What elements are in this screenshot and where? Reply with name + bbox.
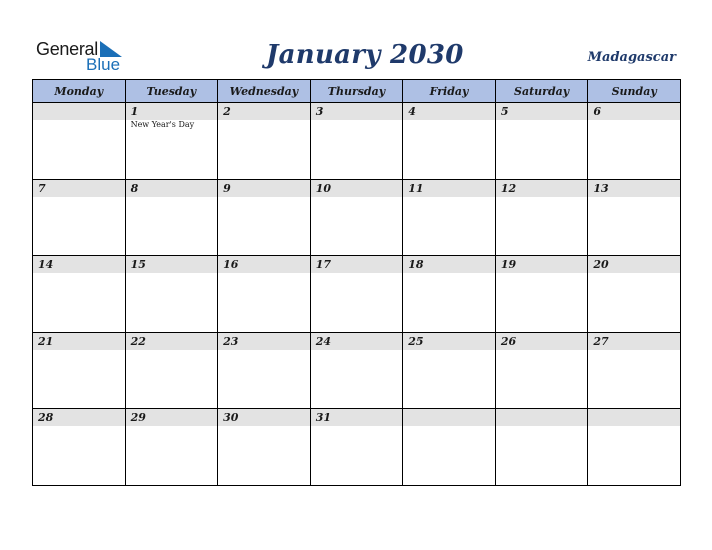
day-cell xyxy=(218,409,311,486)
week-row xyxy=(33,103,681,180)
day-cell xyxy=(33,332,126,409)
day-cell xyxy=(125,332,218,409)
weekday-header: Tuesday xyxy=(125,80,218,103)
day-cell xyxy=(588,409,681,486)
day-number: 3 xyxy=(311,103,403,120)
day-number: 7 xyxy=(33,180,125,197)
day-cell xyxy=(33,179,126,256)
logo-text-blue: Blue xyxy=(86,55,121,74)
day-cell xyxy=(403,103,496,180)
day-cell xyxy=(588,332,681,409)
day-cell xyxy=(125,103,218,180)
weekday-header: Thursday xyxy=(310,80,403,103)
day-number xyxy=(496,409,588,426)
day-number: 19 xyxy=(496,256,588,273)
day-number: 20 xyxy=(588,256,680,273)
day-cell xyxy=(310,332,403,409)
day-number: 8 xyxy=(126,180,218,197)
day-number: 18 xyxy=(403,256,495,273)
weekday-header: Monday xyxy=(33,80,126,103)
day-number: 29 xyxy=(126,409,218,426)
day-cell xyxy=(403,332,496,409)
day-number: 13 xyxy=(588,180,680,197)
generalblue-logo xyxy=(36,38,136,74)
day-number: 21 xyxy=(33,333,125,350)
day-cell xyxy=(218,332,311,409)
day-number xyxy=(403,409,495,426)
day-cell xyxy=(218,179,311,256)
country-label: Madagascar xyxy=(587,50,676,65)
calendar-title: January 2030 xyxy=(266,40,464,70)
weekday-header: Saturday xyxy=(495,80,588,103)
logo-text-general: General xyxy=(36,39,98,59)
day-number: 26 xyxy=(496,333,588,350)
day-number: 2 xyxy=(218,103,310,120)
day-number: 25 xyxy=(403,333,495,350)
day-cell xyxy=(310,409,403,486)
day-cell xyxy=(33,409,126,486)
day-cell xyxy=(495,179,588,256)
day-cell xyxy=(310,179,403,256)
day-number: 15 xyxy=(126,256,218,273)
day-number: 4 xyxy=(403,103,495,120)
day-cell xyxy=(218,103,311,180)
day-number: 14 xyxy=(33,256,125,273)
week-row xyxy=(33,179,681,256)
day-cell xyxy=(403,256,496,333)
day-cell xyxy=(588,179,681,256)
weekday-header: Friday xyxy=(403,80,496,103)
day-cell xyxy=(588,103,681,180)
day-cell xyxy=(218,256,311,333)
day-number: 17 xyxy=(311,256,403,273)
day-number: 24 xyxy=(311,333,403,350)
day-number: 28 xyxy=(33,409,125,426)
day-number: 30 xyxy=(218,409,310,426)
day-cell xyxy=(495,332,588,409)
week-row xyxy=(33,256,681,333)
weekday-header-row xyxy=(33,80,681,103)
day-cell xyxy=(33,103,126,180)
calendar-grid xyxy=(32,79,681,486)
day-number: 5 xyxy=(496,103,588,120)
day-cell xyxy=(125,256,218,333)
day-cell xyxy=(403,409,496,486)
day-number: 9 xyxy=(218,180,310,197)
day-number: 12 xyxy=(496,180,588,197)
day-cell xyxy=(125,179,218,256)
holiday-label: New Year's Day xyxy=(130,120,195,129)
day-number: 6 xyxy=(588,103,680,120)
day-cell xyxy=(125,409,218,486)
week-row xyxy=(33,409,681,486)
day-cell xyxy=(33,256,126,333)
day-number: 1 xyxy=(126,103,218,120)
day-cell xyxy=(310,256,403,333)
day-number: 23 xyxy=(218,333,310,350)
day-cell xyxy=(310,103,403,180)
day-number: 11 xyxy=(403,180,495,197)
day-cell xyxy=(495,256,588,333)
week-row xyxy=(33,332,681,409)
weekday-header: Sunday xyxy=(588,80,681,103)
day-cell xyxy=(403,179,496,256)
day-number: 10 xyxy=(311,180,403,197)
day-number: 27 xyxy=(588,333,680,350)
day-cell xyxy=(495,103,588,180)
day-number: 16 xyxy=(218,256,310,273)
day-cell xyxy=(588,256,681,333)
day-number xyxy=(588,409,680,426)
day-number xyxy=(33,103,125,120)
weekday-header: Wednesday xyxy=(218,80,311,103)
day-number: 22 xyxy=(126,333,218,350)
day-cell xyxy=(495,409,588,486)
day-number: 31 xyxy=(311,409,403,426)
